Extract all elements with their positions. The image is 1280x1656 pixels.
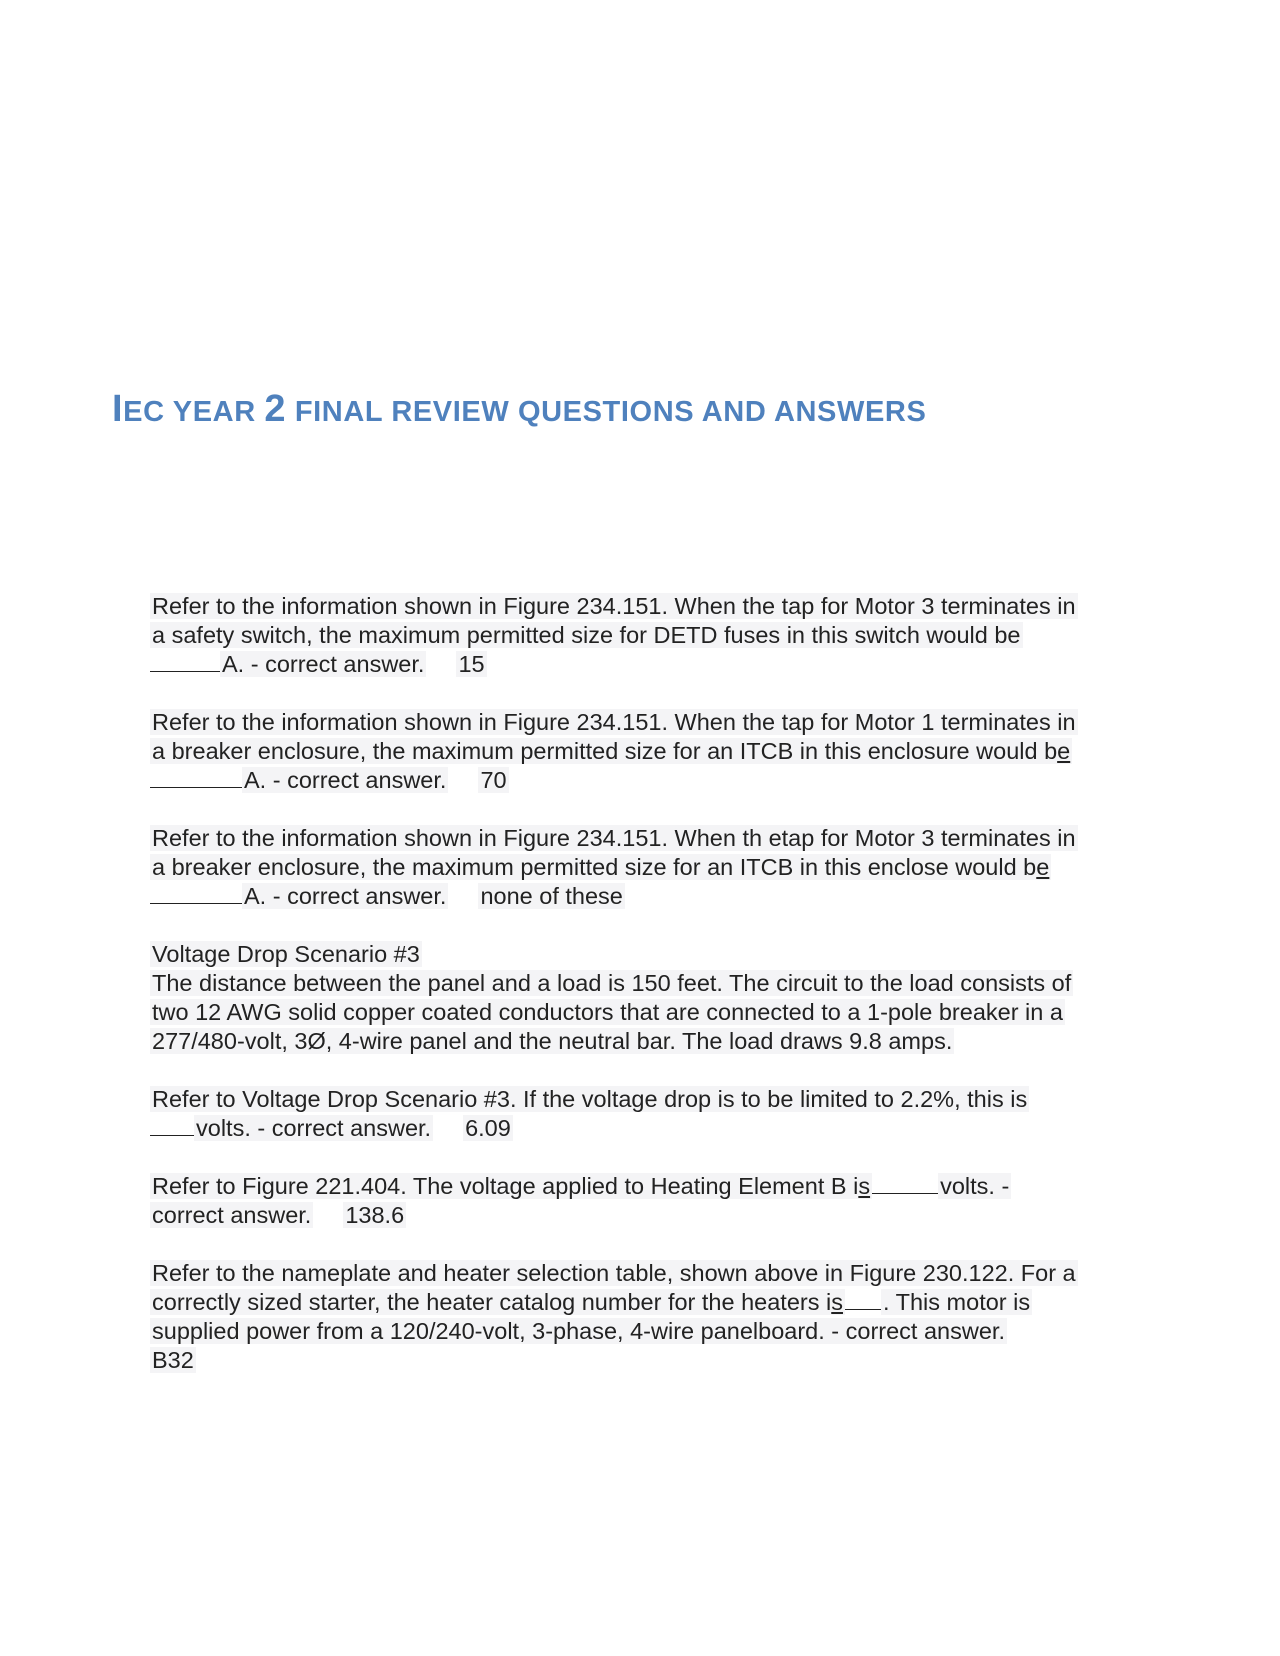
scenario-block [150, 940, 1120, 1056]
question-text: Refer to the nameplate and heater selection table, shown above in Figure 230.122. For a [152, 1260, 1076, 1286]
question-text: Refer to the information shown in Figure 234.151. When the tap for Motor 3 terminates in [152, 593, 1076, 619]
scenario-text: 277/480-volt, 3Ø, 4-wire panel and the neutral bar. The load draws 9.8 amps. [152, 1028, 953, 1054]
answer-blank [845, 1289, 881, 1310]
answer-value: 15 [458, 651, 485, 677]
question-text: Refer to the information shown in Figure 234.151. When the tap for Motor 1 terminates in [152, 709, 1076, 735]
question-text: volts. - [940, 1173, 1010, 1199]
answer-value: none of these [480, 883, 623, 909]
question-text: a breaker enclosure, the maximum permitted size for an ITCB in this enclose would b [152, 854, 1037, 880]
question-block [150, 824, 1120, 911]
question-text: . This motor is [882, 1289, 1031, 1315]
question-text: Refer to the information shown in Figure 234.151. When th etap for Motor 3 terminates in [152, 825, 1076, 851]
underlined-letter: s [831, 1289, 843, 1315]
question-text: a safety switch, the maximum permitted size for DETD fuses in this switch would be [152, 622, 1021, 648]
answer-blank [150, 651, 220, 672]
underlined-letter: e [1036, 854, 1050, 880]
title-part1: EC YEAR [123, 396, 265, 428]
question-block [150, 1259, 1120, 1375]
question-text: volts. - correct answer. [196, 1115, 432, 1141]
question-text: supplied power from a 120/240-volt, 3-phase, 4-wire panelboard. - correct answer. [152, 1318, 1005, 1344]
question-text: Refer to Voltage Drop Scenario #3. If the voltage drop is to be limited to 2.2%, this is [152, 1086, 1028, 1112]
answer-value: 70 [480, 767, 507, 793]
document-body [150, 592, 1120, 1404]
question-block [150, 1172, 1120, 1230]
question-text: Refer to Figure 221.404. The voltage applied to Heating Element B i [152, 1173, 859, 1199]
answer-value: 138.6 [345, 1202, 405, 1228]
title-part2: FINAL REVIEW QUESTIONS AND ANSWERS [286, 396, 927, 428]
answer-blank [150, 767, 242, 788]
title-number: 2 [264, 388, 287, 430]
question-text: A. - correct answer. [244, 883, 447, 909]
document-title [112, 388, 926, 431]
question-text: correct answer. [152, 1202, 312, 1228]
answer-blank [150, 883, 242, 904]
question-block [150, 708, 1120, 795]
answer-value: 6.09 [465, 1115, 511, 1141]
answer-blank [150, 1115, 194, 1136]
underlined-letter: e [1057, 738, 1071, 764]
question-text: a breaker enclosure, the maximum permitted size for an ITCB in this enclosure would b [152, 738, 1058, 764]
scenario-text: The distance between the panel and a load is 150 feet. The circuit to the load consists of [152, 970, 1072, 996]
underlined-letter: s [858, 1173, 871, 1199]
answer-blank [872, 1173, 938, 1194]
scenario-heading: Voltage Drop Scenario #3 [152, 941, 420, 967]
question-text: A. - correct answer. [244, 767, 447, 793]
question-block [150, 592, 1120, 679]
question-block [150, 1085, 1120, 1143]
title-initial: I [112, 388, 124, 430]
question-text: A. - correct answer. [222, 651, 425, 677]
answer-value: B32 [152, 1347, 194, 1373]
scenario-text: two 12 AWG solid copper coated conductors that are connected to a 1-pole breaker in a [152, 999, 1063, 1025]
question-text: correctly sized starter, the heater catalog number for the heaters i [152, 1289, 832, 1315]
